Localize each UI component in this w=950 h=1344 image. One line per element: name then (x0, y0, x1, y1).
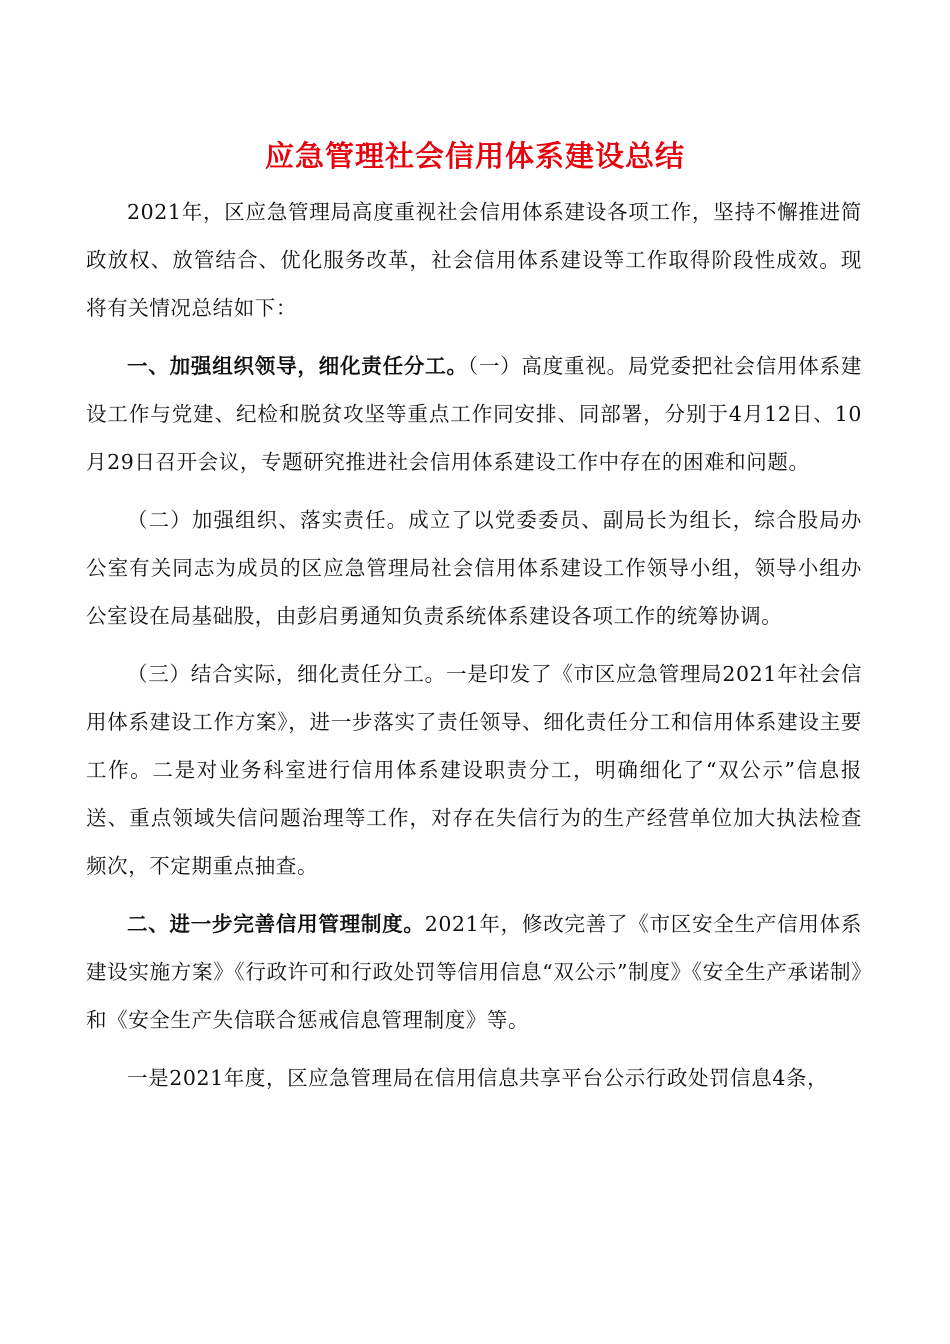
paragraph-section-2 (86, 900, 862, 1044)
paragraph-text: 一是2021年度，区应急管理局在信用信息共享平台公示行政处罚信息4条， (127, 1066, 829, 1090)
paragraph-intro (86, 188, 862, 332)
paragraph-text: 2021年，修改完善了《市区安全生产信用体系建设实施方案》《行政许可和行政处罚等信用信息“双公示”制度》《安全生产承诺制》和《安全生产失信联合惩戒信息管理制度》等。 (86, 912, 862, 1032)
paragraph-text: 2021年，区应急管理局高度重视社会信用体系建设各项工作，坚持不懈推进简政放权、放管结合、优化服务改革，社会信用体系建设等工作取得阶段性成效。现将有关情况总结如下： (86, 200, 862, 320)
paragraph-text: （三）结合实际，细化责任分工。一是印发了《市区应急管理局2021年社会信用体系建设工作方案》，进一步落实了责任领导、细化责任分工和信用体系建设主要工作。二是对业务科室进行信用体系建设职责分工，明确细化了“双公示”信息报送、重点领域失信问题治理等工作，对存在失信行为的生产经营单位加大执法检查频次，不定期重点抽查。 (86, 662, 862, 878)
paragraph-subsection-2 (86, 496, 862, 640)
paragraph-subsection-3 (86, 650, 862, 890)
section-heading: 一、加强组织领导，细化责任分工。 (127, 354, 468, 378)
document-title: 应急管理社会信用体系建设总结 (264, 139, 685, 173)
paragraph-text: （二）加强组织、落实责任。成立了以党委委员、副局长为组长，综合股局办公室有关同志为成员的区应急管理局社会信用体系建设工作领导小组，领导小组办公室设在局基础股，由彭启勇通知负责系统体系建设各项工作的统筹协调。 (86, 508, 862, 628)
paragraph-text: （一）高度重视。局党委把社会信用体系建设工作与党建、纪检和脱贫攻坚等重点工作同安排、同部署，分别于4月12日、10月29日召开会议，专题研究推进社会信用体系建设工作中存在的困难和问题。 (86, 354, 862, 474)
document-body (86, 188, 862, 1110)
paragraph-item-1 (86, 1054, 862, 1102)
paragraph-section-1 (86, 342, 862, 486)
section-heading: 二、进一步完善信用管理制度。 (127, 912, 425, 936)
